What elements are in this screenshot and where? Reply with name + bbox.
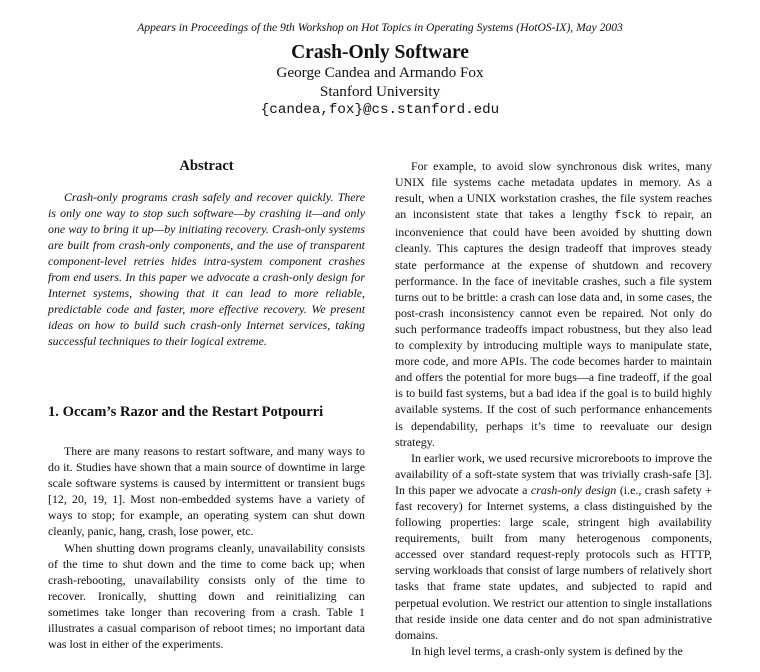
section-1-heading: 1. Occam’s Razor and the Restart Potpourri bbox=[48, 404, 324, 420]
right-paragraph-2-end: (i.e., crash safety + fast recovery) for Internet systems, a class distinguished by the following properties: large scale, stringent high availability requirements, built from many heterogenous components, accessed over standard request-reply protocols such as HTTP, serving workloads that consist of large numbers of relatively short tasks that frame state updates, and subjected to rapid and perpetual evolution. We restrict our attention to single installations that reside inside one data center and do not span administrative domains. bbox=[395, 482, 712, 642]
section-1-paragraph-1: There are many reasons to restart software, and many ways to do it. Studies have shown that a main source of downtime in large scale software systems is caused by intermittent or transient bugs [12, 20, 19, 1]. Most non-embedded systems have a variety of ways to stop; for example, an operating system can shut down cleanly, panic, hang, crash, lose power, etc. bbox=[48, 444, 365, 539]
right-paragraph-2 bbox=[395, 450, 712, 643]
section-1-paragraph-2: When shutting down programs cleanly, unavailability consists of the time to shut down and the time to come back up; when crash-rebooting, unavailability consists only of the time to recover. Ironically, shutting down and reinitializing can sometimes take longer than recovering from a crash. Table 1 illustrates a casual comparison of reboot times; no important data was lost in either of the experiments. bbox=[48, 540, 365, 652]
crash-only-design-term: crash-only design bbox=[530, 482, 617, 497]
paper-affiliation: Stanford University bbox=[319, 83, 441, 100]
paper-title: Crash-Only Software bbox=[291, 42, 469, 63]
fsck-code: fsck bbox=[614, 210, 642, 223]
abstract-heading: Abstract bbox=[179, 158, 234, 174]
author-email: {candea,fox}@cs.stanford.edu bbox=[260, 102, 500, 118]
right-paragraph-1 bbox=[395, 158, 712, 450]
right-paragraph-3: In high level terms, a crash-only system is defined by the bbox=[411, 643, 683, 658]
abstract-text: Crash-only programs crash safely and recover quickly. There is only one way to stop such software—by crashing it—and only one way to bring it up—by initiating recovery. Crash-only systems are built from crash-only components, and the use of transparent component-level retries hides intra-system component crashes from end users. In this paper we advocate a crash-only design for Internet systems, showing that it can lead to more reliable, predictable code and faster, more effective recovery. We present ideas on how to build such crash-only Internet services, taking successful techniques to their logical extreme. bbox=[48, 190, 365, 348]
right-paragraph-2-start: In earlier work, we used recursive microreboots to improve the availability of a soft-state system that was trivially crash-safe [3]. In this paper we advocate a bbox=[395, 450, 712, 497]
right-column-body bbox=[395, 158, 712, 659]
venue-line: Appears in Proceedings of the 9th Workshop on Hot Topics in Operating Systems (HotOS-IX), May 2003 bbox=[137, 21, 623, 34]
right-paragraph-1-start: For example, to avoid slow synchronous disk writes, many UNIX file systems cache metadata updates in memory. As a result, when a UNIX workstation crashes, the file system reaches an inconsistent state that takes a lengthy bbox=[395, 159, 712, 222]
paper-authors: George Candea and Armando Fox bbox=[276, 64, 484, 81]
right-paragraph-1-end: to repair, an inconvenience that could have been avoided by shutting down cleanly. This captures the design tradeoff that improves steady state performance at the expense of shutdown and recovery performance. In the face of inevitable crashes, such a file system turns out to be brittle: a crash can lose data and, in some cases, the post-crash inconsistency cannot even be repaired. Not only do such performance tradeoffs impact robustness, but they also lead to complexity by introducing multiple ways to manipulate state, more code, and more APIs. The code becomes harder to maintain and offers the potential for more bugs—a fine tradeoff, if the goal is to build fast systems, but a bad idea if the goal is to build highly available systems. If the cost of such performance enhancements is dependability, perhaps it’s time to reevaluate our design strategy. bbox=[395, 207, 712, 449]
left-column-body bbox=[48, 443, 365, 652]
